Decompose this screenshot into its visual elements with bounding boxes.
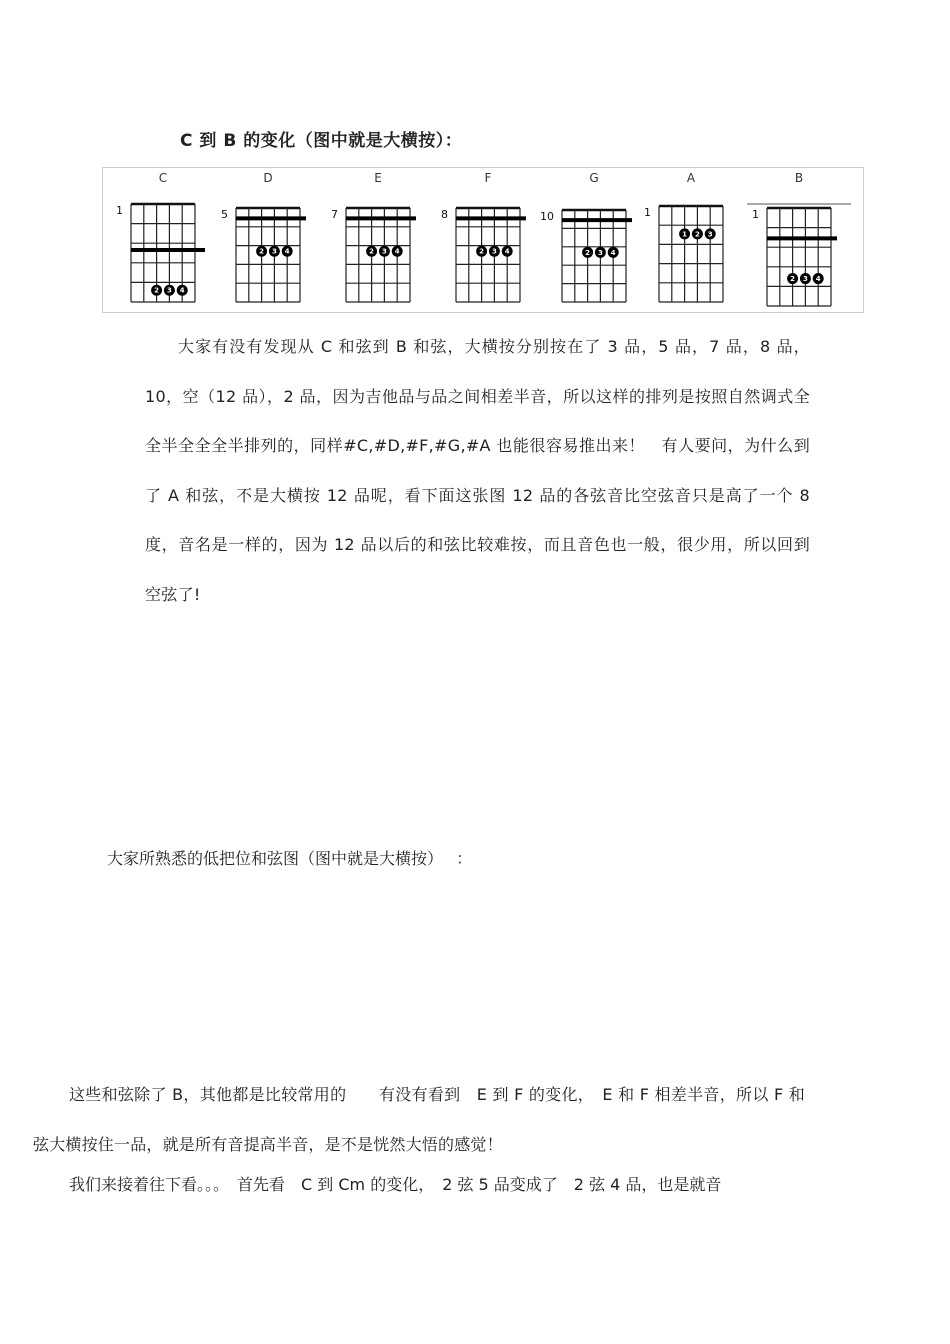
finger-number: 3: [707, 230, 713, 239]
finger-number: 4: [504, 247, 510, 256]
chord-name-label: A: [686, 171, 696, 185]
chord-name-label: F: [484, 171, 492, 185]
paragraph-barre-explanation: 大家有没有发现从 C 和弦到 B 和弦，大横按分别按在了 3 品，5 品，7 品，8 品，10，空（12 品），2 品，因为吉他品与品之间相差半音，所以这样的排列是按照自然调式全全半全全全半排列的，同样#C,#D,#F,#G,#A 也能很容易推出来！ 有人要问，为什么到了 A 和弦，不是大横按 12 品呢，看下面这张图 12 品的各弦音比空弦音只是高了一个 8 度，音名是一样的，因为 12 品以后的和弦比较难按，而且音色也一般，很少用，所以回到空弦了!: [145, 337, 810, 604]
finger-number: 3: [597, 248, 603, 257]
fret-number-label: 1: [752, 208, 759, 221]
fret-number-label: 1: [644, 206, 651, 219]
finger-number: 3: [381, 247, 387, 256]
chord-c: [116, 171, 205, 302]
chord-name-label: D: [263, 171, 273, 185]
chord-d: [221, 171, 306, 302]
chord-name-label: C: [158, 171, 168, 185]
fret-number-label: 5: [221, 208, 228, 221]
chord-name-label: E: [374, 171, 382, 185]
finger-number: 4: [610, 248, 616, 257]
finger-number: 2: [259, 247, 265, 256]
chord-a: [644, 171, 723, 302]
fret-number-label: 7: [331, 208, 338, 221]
finger-number: 2: [479, 247, 485, 256]
finger-number: 4: [815, 275, 821, 284]
fret-number-label: 10: [540, 210, 554, 223]
fret-number-label: 8: [441, 208, 448, 221]
finger-number: 3: [491, 247, 497, 256]
chord-g: [540, 171, 632, 302]
paragraph-c-to-cm: 我们来接着往下看。。。 首先看 C 到 Cm 的变化， 2 弦 5 品变成了 2 弦 4 品，也是就音: [69, 1175, 722, 1194]
finger-number: 4: [284, 247, 290, 256]
chord-diagrams: [103, 168, 863, 312]
finger-number: 2: [585, 248, 591, 257]
finger-number: 3: [271, 247, 277, 256]
finger-number: 2: [694, 230, 700, 239]
chord-b: [747, 171, 851, 306]
fret-number-label: 1: [116, 204, 123, 217]
finger-number: 2: [154, 286, 160, 295]
section-heading: C 到 B 的变化（图中就是大横按）：: [180, 131, 463, 151]
finger-number: 3: [166, 286, 172, 295]
figure-caption: 大家所熟悉的低把位和弦图（图中就是大横按） ：: [107, 849, 473, 868]
paragraph-e-to-f: 这些和弦除了 B，其他都是比较常用的 有没有看到 E 到 F 的变化， E 和 F 相差半音，所以 F 和弦大横按住一品，就是所有音提高半音，是不是恍然大悟的感觉！: [33, 1085, 805, 1154]
finger-number: 2: [369, 247, 375, 256]
finger-number: 1: [682, 230, 688, 239]
finger-number: 4: [179, 286, 185, 295]
chord-diagram-figure: [102, 167, 864, 313]
finger-number: 4: [394, 247, 400, 256]
finger-number: 2: [790, 275, 796, 284]
chord-f: [441, 171, 526, 302]
finger-number: 3: [802, 275, 808, 284]
chord-name-label: G: [589, 171, 599, 185]
chord-name-label: B: [794, 171, 804, 185]
chord-e: [331, 171, 416, 302]
